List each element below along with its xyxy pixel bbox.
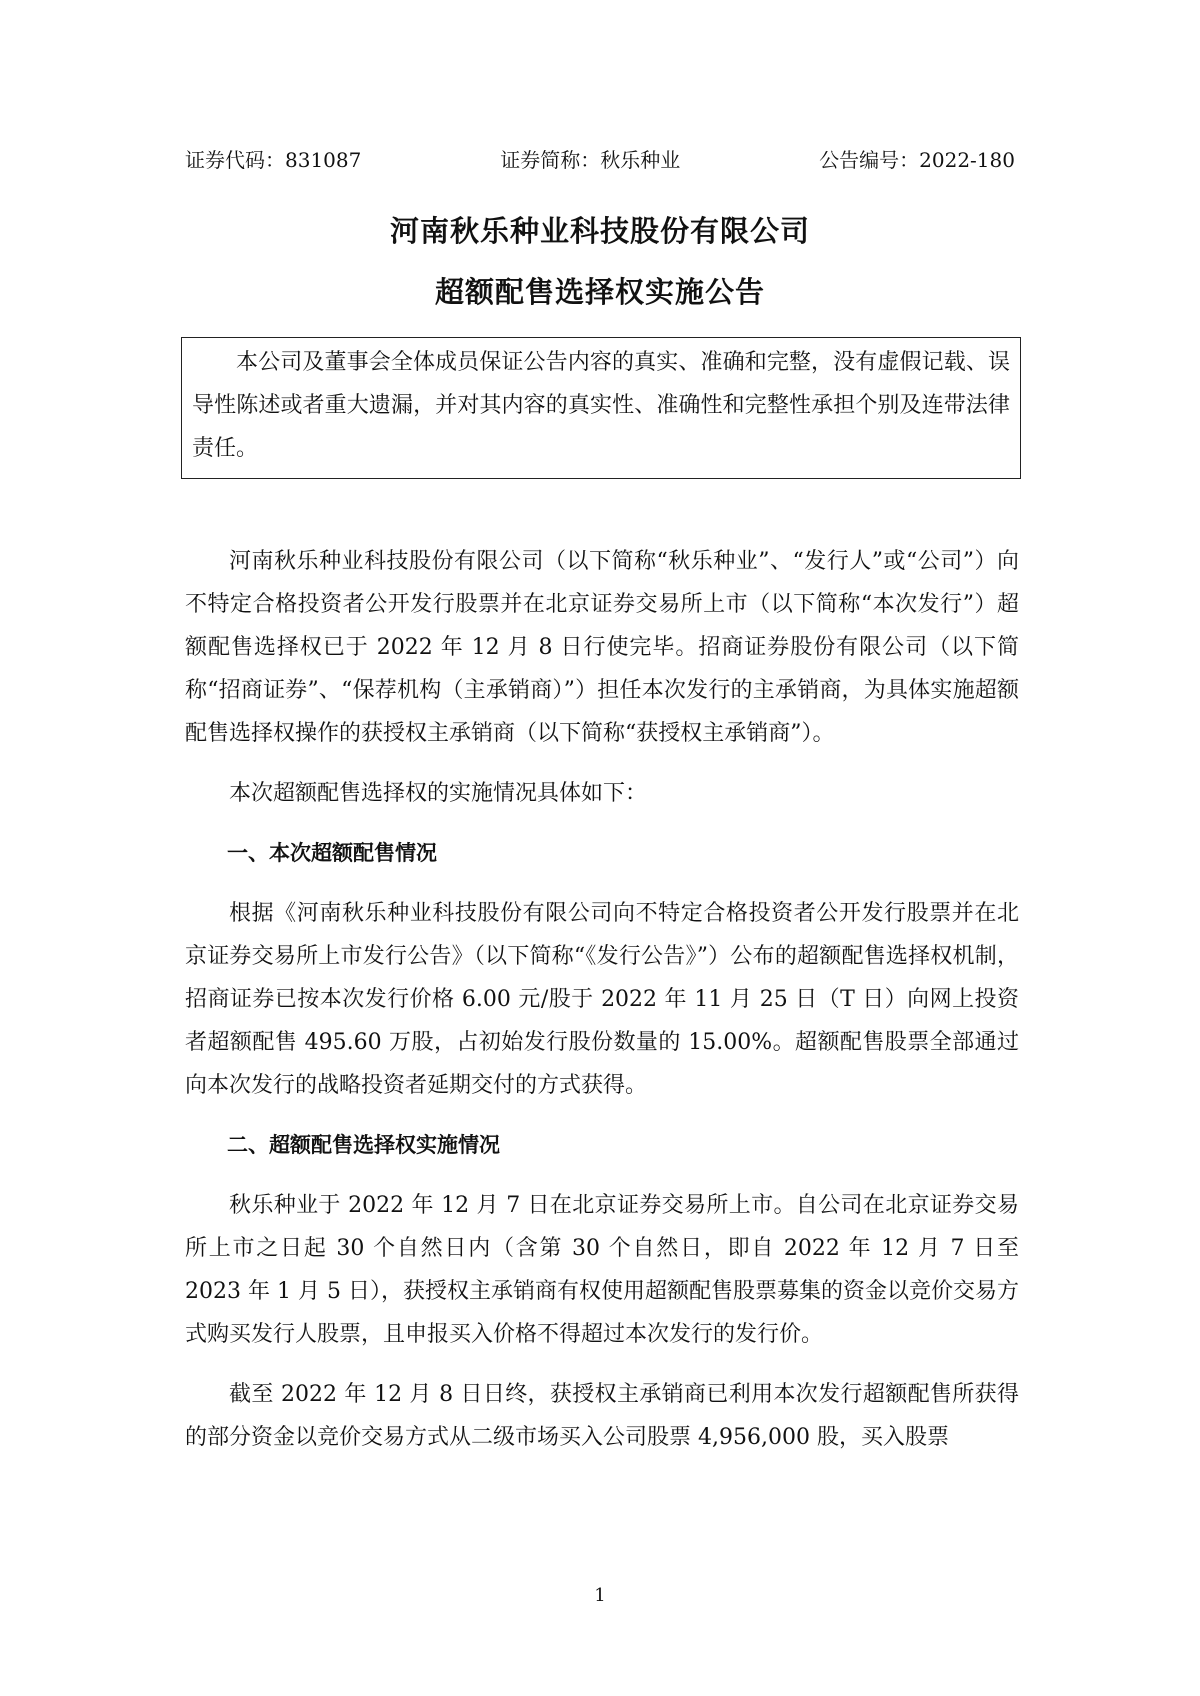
paragraph-intro: 河南秋乐种业科技股份有限公司（以下简称“秋乐种业”、“发行人”或“公司”）向不特定合格投资者公开发行股票并在北京证券交易所上市（以下简称“本次发行”）超额配售选择权已于 2022 年 12 月 8 日行使完毕。招商证券股份有限公司（以下简称“招商证券”、“保荐机构（主承销商）”）担任本次发行的主承销商，为具体实施超额配售选择权操作的获授权主承销商（以下简称“获授权主承销商”）。: [185, 549, 1019, 746]
board-assurance-notice: [181, 337, 1021, 479]
page-number: 1: [594, 1585, 606, 1606]
announcement-body: [185, 540, 1019, 1459]
security-code: 证券代码：831087: [185, 148, 362, 172]
paragraph-listing: 秋乐种业于 2022 年 12 月 7 日在北京证券交易所上市。自公司在北京证券交易所上市之日起 30 个自然日内（含第 30 个自然日，即自 2022 年 12 月 7 日至 2023 年 1 月 5 日），获授权主承销商有权使用超额配售股票募集的资金以竞价交易方式购买发行人股票，且申报买入价格不得超过本次发行的发行价。: [185, 1193, 1019, 1347]
company-title: 河南秋乐种业科技股份有限公司: [389, 214, 810, 248]
paragraph-over-allotment: 根据《河南秋乐种业科技股份有限公司向不特定合格投资者公开发行股票并在北京证券交易所上市发行公告》（以下简称“《发行公告》”）公布的超额配售选择权机制，招商证券已按本次发行价格 6.00 元/股于 2022 年 11 月 25 日（T 日）向网上投资者超额配售 495.60 万股，占初始发行股份数量的 15.00%。超额配售股票全部通过向本次发行的战略投资者延期交付的方式获得。: [185, 901, 1019, 1098]
security-abbreviation: 证券简称：秋乐种业: [500, 148, 681, 172]
paragraph-purchase: 截至 2022 年 12 月 8 日日终，获授权主承销商已利用本次发行超额配售所获得的部分资金以竞价交易方式从二级市场买入公司股票 4,956,000 股，买入股票: [185, 1382, 1019, 1450]
announcement-number: 公告编号：2022-180: [819, 148, 1015, 172]
section-heading-implementation: 二、超额配售选择权实施情况: [227, 1133, 500, 1157]
announcement-meta: [185, 145, 1015, 175]
paragraph-overview: 本次超额配售选择权的实施情况具体如下：: [229, 781, 648, 806]
section-heading-over-allotment: 一、本次超额配售情况: [227, 841, 437, 865]
announcement-title: 超额配售选择权实施公告: [434, 275, 765, 309]
notice-text: 本公司及董事会全体成员保证公告内容的真实、准确和完整，没有虚假记载、误导性陈述或者重大遗漏，并对其内容的真实性、准确性和完整性承担个别及连带法律责任。: [192, 350, 1010, 461]
